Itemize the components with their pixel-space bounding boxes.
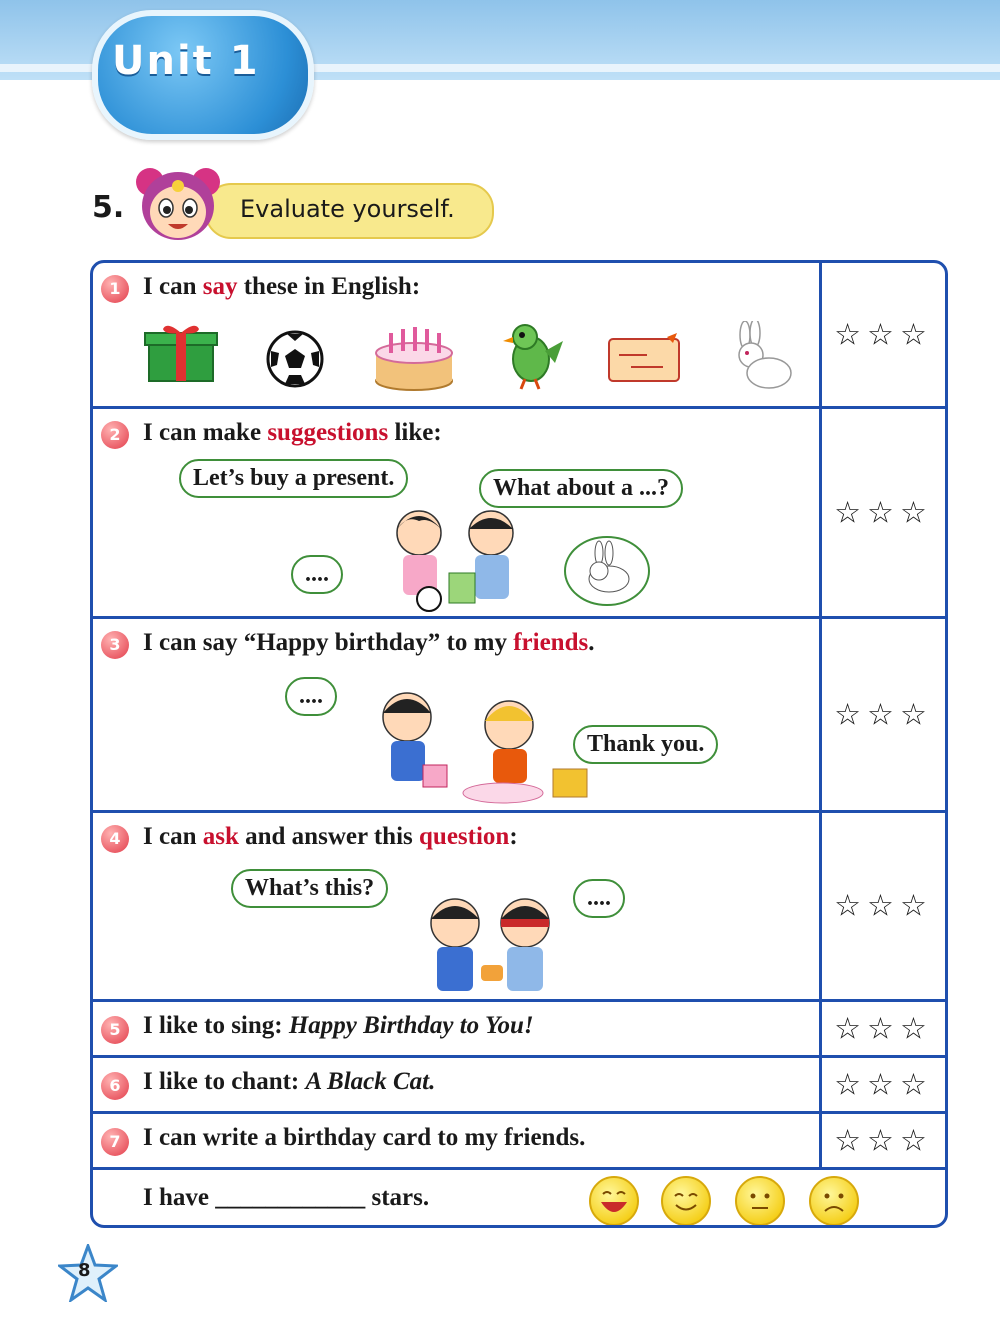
rating-cell [822,1114,945,1167]
table-row [93,999,945,1055]
statement-text: I can say “Happy birthday” to my friends. [143,629,595,656]
soccer-ball-icon [265,329,325,389]
birthday-cake-icon [373,323,455,391]
smiling-face-icon[interactable] [661,1176,711,1226]
speech-bubble: What’s this? [231,869,388,908]
rabbit-icon [725,321,795,393]
neutral-face-icon[interactable] [735,1176,785,1226]
star-rating[interactable]: ☆☆☆ [834,1011,933,1046]
speech-bubble: Let’s buy a present. [179,459,408,498]
star-rating[interactable]: ☆☆☆ [834,1067,933,1102]
laughing-face-icon[interactable] [589,1176,639,1226]
rating-cell [822,1002,945,1055]
table-row [93,1055,945,1111]
speech-bubble: .... [285,677,337,716]
rabbit-thought-bubble-icon [555,531,653,609]
statement-cell [93,813,822,999]
rating-cell [822,263,945,406]
speech-bubble: Thank you. [573,725,718,764]
star-rating[interactable]: ☆☆☆ [834,888,933,924]
statement-text: I can say these in English: [143,273,421,300]
sad-face-icon[interactable] [809,1176,859,1226]
row-number-badge: 1 [101,275,129,303]
speech-bubble: .... [573,879,625,918]
blindfold-guessing-children-icon [415,893,575,1001]
row-number-badge: 5 [101,1016,129,1044]
task-number: 5. [92,190,125,225]
gift-box-icon [143,321,219,385]
page-number: 8 [78,1260,91,1281]
evaluation-table [90,260,948,1228]
star-rating[interactable]: ☆☆☆ [834,1123,933,1158]
statement-text: I like to sing: Happy Birthday to You! [143,1012,534,1039]
mascot-girl-icon [128,160,228,246]
rating-cell [822,619,945,810]
statement-cell [93,619,822,810]
summary-row [93,1167,945,1225]
statement-cell [93,409,822,616]
row-number-badge: 4 [101,825,129,853]
statement-cell [93,1114,822,1167]
row-number-badge: 2 [101,421,129,449]
children-shopping-icon [379,503,549,613]
star-rating[interactable]: ☆☆☆ [834,697,933,732]
statement-cell [93,1002,822,1055]
speech-bubble: What about a ...? [479,469,683,508]
table-row [93,616,945,810]
table-row [93,1111,945,1167]
speech-bubble: .... [291,555,343,594]
table-row [93,263,945,406]
row-number-badge: 3 [101,631,129,659]
statement-text: I can write a birthday card to my friends. [143,1124,586,1151]
row-number-badge: 7 [101,1128,129,1156]
rating-cell [822,1058,945,1111]
statement-text: I can make suggestions like: [143,419,442,446]
star-rating[interactable]: ☆☆☆ [834,495,933,530]
parrot-icon [495,321,565,391]
table-row [93,406,945,616]
statement-text: I like to chant: A Black Cat. [143,1068,436,1095]
stars-count-blank[interactable]: ____________ [215,1184,366,1211]
rating-cell [822,409,945,616]
rating-cell [822,813,945,999]
birthday-card-icon [607,333,683,385]
star-rating[interactable]: ☆☆☆ [834,317,933,352]
statement-cell [93,1058,822,1111]
birthday-party-children-icon [373,685,613,805]
unit-label: Unit 1 [112,38,260,84]
summary-text: I have ____________ stars. [143,1184,430,1211]
task-title: Evaluate yourself. [240,195,455,223]
table-row [93,810,945,999]
statement-cell [93,263,822,406]
statement-text: I can ask and answer this question: [143,823,518,850]
row-number-badge: 6 [101,1072,129,1100]
